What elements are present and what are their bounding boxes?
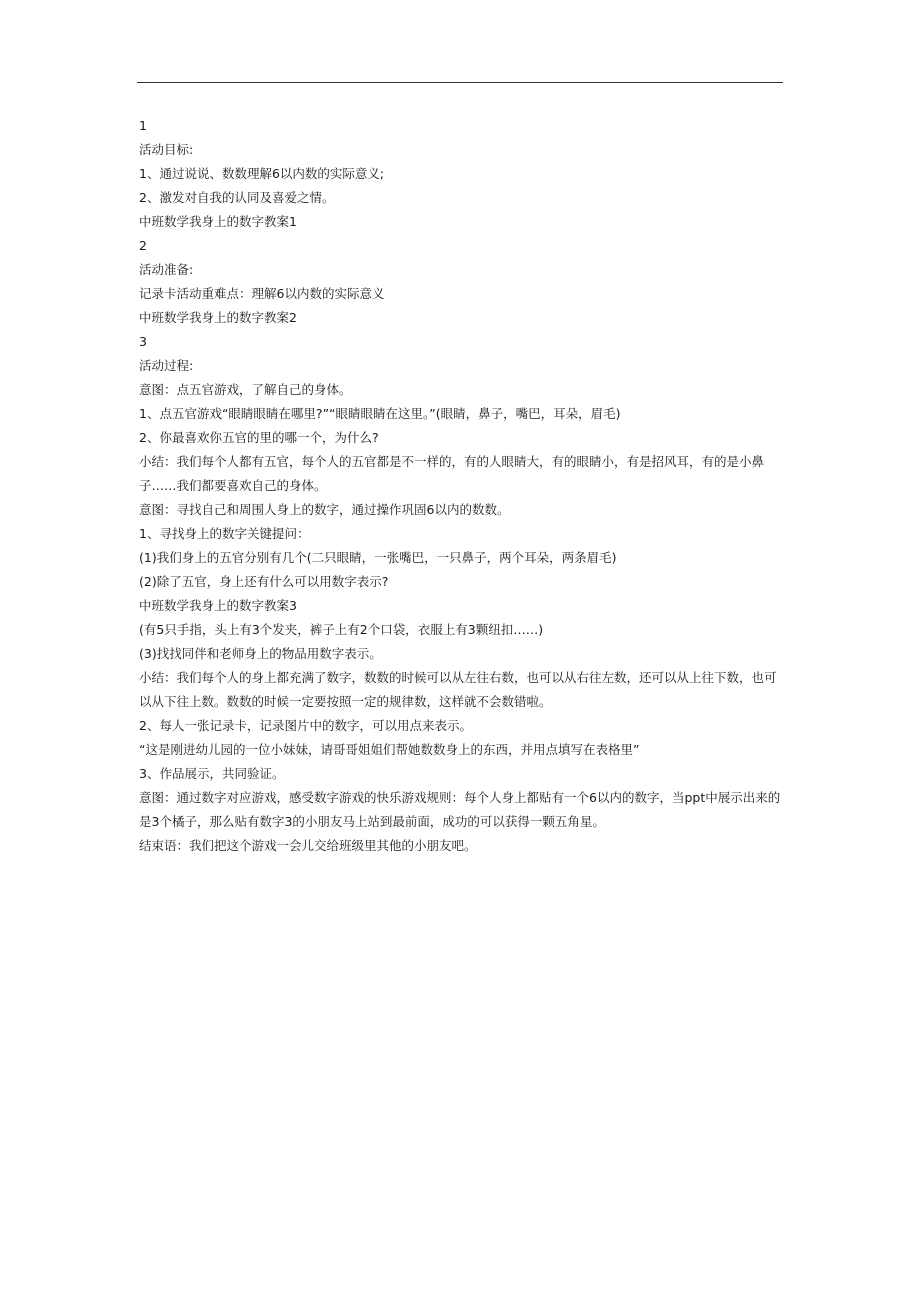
paragraph: “这是刚进幼儿园的一位小妹妹，请哥哥姐姐们帮她数数身上的东西，并用点填写在表格里” <box>139 742 640 757</box>
paragraph: 2、你最喜欢你五官的里的哪一个，为什么? <box>139 430 379 445</box>
lesson-plan-title: 中班数学我身上的数字教案3 <box>139 598 297 613</box>
heading-activity-preparation: 活动准备: <box>139 262 194 277</box>
paragraph-summary: 小结：我们每个人都有五官，每个人的五官都是不一样的，有的人眼睛大，有的眼睛小，有是招风耳，有的是小鼻子……我们都要喜欢自己的身体。 <box>139 454 765 493</box>
paragraph: 3、作品展示，共同验证。 <box>139 766 285 781</box>
paragraph-closing: 结束语：我们把这个游戏一会儿交给班级里其他的小朋友吧。 <box>139 838 477 853</box>
heading-activity-process: 活动过程: <box>139 358 194 373</box>
paragraph: 1、寻找身上的数字关键提问： <box>139 526 310 541</box>
paragraph-game-rules: 意图：通过数字对应游戏，感受数字游戏的快乐游戏规则：每个人身上都贴有一个6以内的数字，当ppt中展示出来的是3个橘子，那么贴有数字3的小朋友马上站到最前面，成功的可以获得一颗五角星。 <box>139 790 781 829</box>
lesson-plan-title: 中班数学我身上的数字教案1 <box>139 214 297 229</box>
section-number: 2 <box>139 238 147 253</box>
paragraph: 2、每人一张记录卡，记录图片中的数字，可以用点来表示。 <box>139 718 472 733</box>
paragraph-summary: 小结：我们每个人的身上都充满了数字，数数的时候可以从左往右数，也可以从右往左数，还可以从上往下数，也可以从下往上数。数数的时候一定要按照一定的规律数，这样就不会数错啦。 <box>139 670 777 709</box>
paragraph: 意图：点五官游戏，了解自己的身体。 <box>139 382 352 397</box>
heading-activity-goals: 活动目标: <box>139 142 194 157</box>
paragraph: 1、点五官游戏“眼睛眼睛在哪里?”“眼睛眼睛在这里。”(眼睛，鼻子，嘴巴，耳朵，眉毛) <box>139 406 621 421</box>
paragraph: 记录卡活动重难点：理解6以内数的实际意义 <box>139 286 385 301</box>
paragraph: (3)找找同伴和老师身上的物品用数字表示。 <box>139 646 382 661</box>
section-number: 3 <box>139 334 147 349</box>
document-body <box>139 114 785 858</box>
section-number: 1 <box>139 118 147 133</box>
paragraph: 意图：寻找自己和周围人身上的数字，通过操作巩固6以内的数数。 <box>139 502 510 517</box>
paragraph: 2、激发对自我的认同及喜爱之情。 <box>139 190 335 205</box>
paragraph: (1)我们身上的五官分别有几个(二只眼睛，一张嘴巴，一只鼻子，两个耳朵，两条眉毛) <box>139 550 617 565</box>
paragraph: (2)除了五官，身上还有什么可以用数字表示? <box>139 574 389 589</box>
paragraph: (有5只手指，头上有3个发夹，裤子上有2个口袋，衣服上有3颗纽扣……) <box>139 622 544 637</box>
lesson-plan-title: 中班数学我身上的数字教案2 <box>139 310 297 325</box>
header-rule <box>137 82 783 83</box>
paragraph: 1、通过说说、数数理解6以内数的实际意义; <box>139 166 385 181</box>
